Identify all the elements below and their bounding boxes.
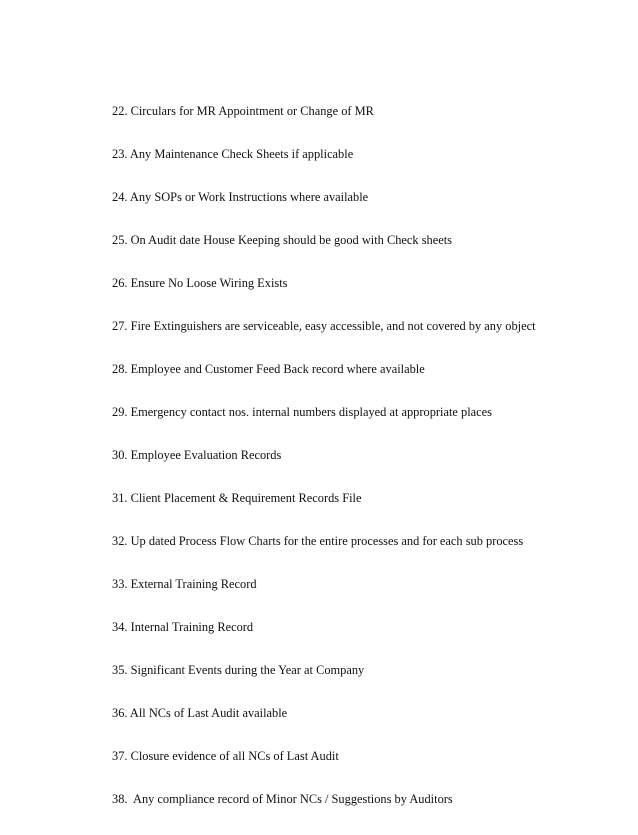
checklist: [112, 75, 536, 835]
checklist-item: 24. Any SOPs or Work Instructions where available: [112, 189, 369, 204]
checklist-item: 30. Employee Evaluation Records: [112, 447, 282, 462]
checklist-item: 28. Employee and Customer Feed Back record where available: [112, 361, 425, 376]
checklist-item: 35. Significant Events during the Year at Company: [112, 663, 365, 678]
checklist-item: 31. Client Placement & Requirement Records File: [112, 490, 362, 505]
checklist-item: 38. Any compliance record of Minor NCs / Suggestions by Auditors: [112, 792, 453, 807]
checklist-item: 36. All NCs of Last Audit available: [112, 706, 288, 721]
checklist-item: 23. Any Maintenance Check Sheets if applicable: [112, 146, 354, 161]
checklist-item: 22. Circulars for MR Appointment or Change of MR: [112, 103, 374, 118]
checklist-item: 34. Internal Training Record: [112, 620, 254, 635]
checklist-item: 32. Up dated Process Flow Charts for the entire processes and for each sub process: [112, 534, 524, 548]
checklist-item: 27. Fire Extinguishers are serviceable, easy accessible, and not covered by any object: [112, 318, 536, 333]
checklist-item: 29. Emergency contact nos. internal numbers displayed at appropriate places: [112, 404, 492, 419]
checklist-item: 33. External Training Record: [112, 577, 257, 592]
checklist-item: 37. Closure evidence of all NCs of Last Audit: [112, 749, 339, 764]
checklist-item: 25. On Audit date House Keeping should be good with Check sheets: [112, 232, 453, 247]
checklist-item: 26. Ensure No Loose Wiring Exists: [112, 275, 288, 290]
